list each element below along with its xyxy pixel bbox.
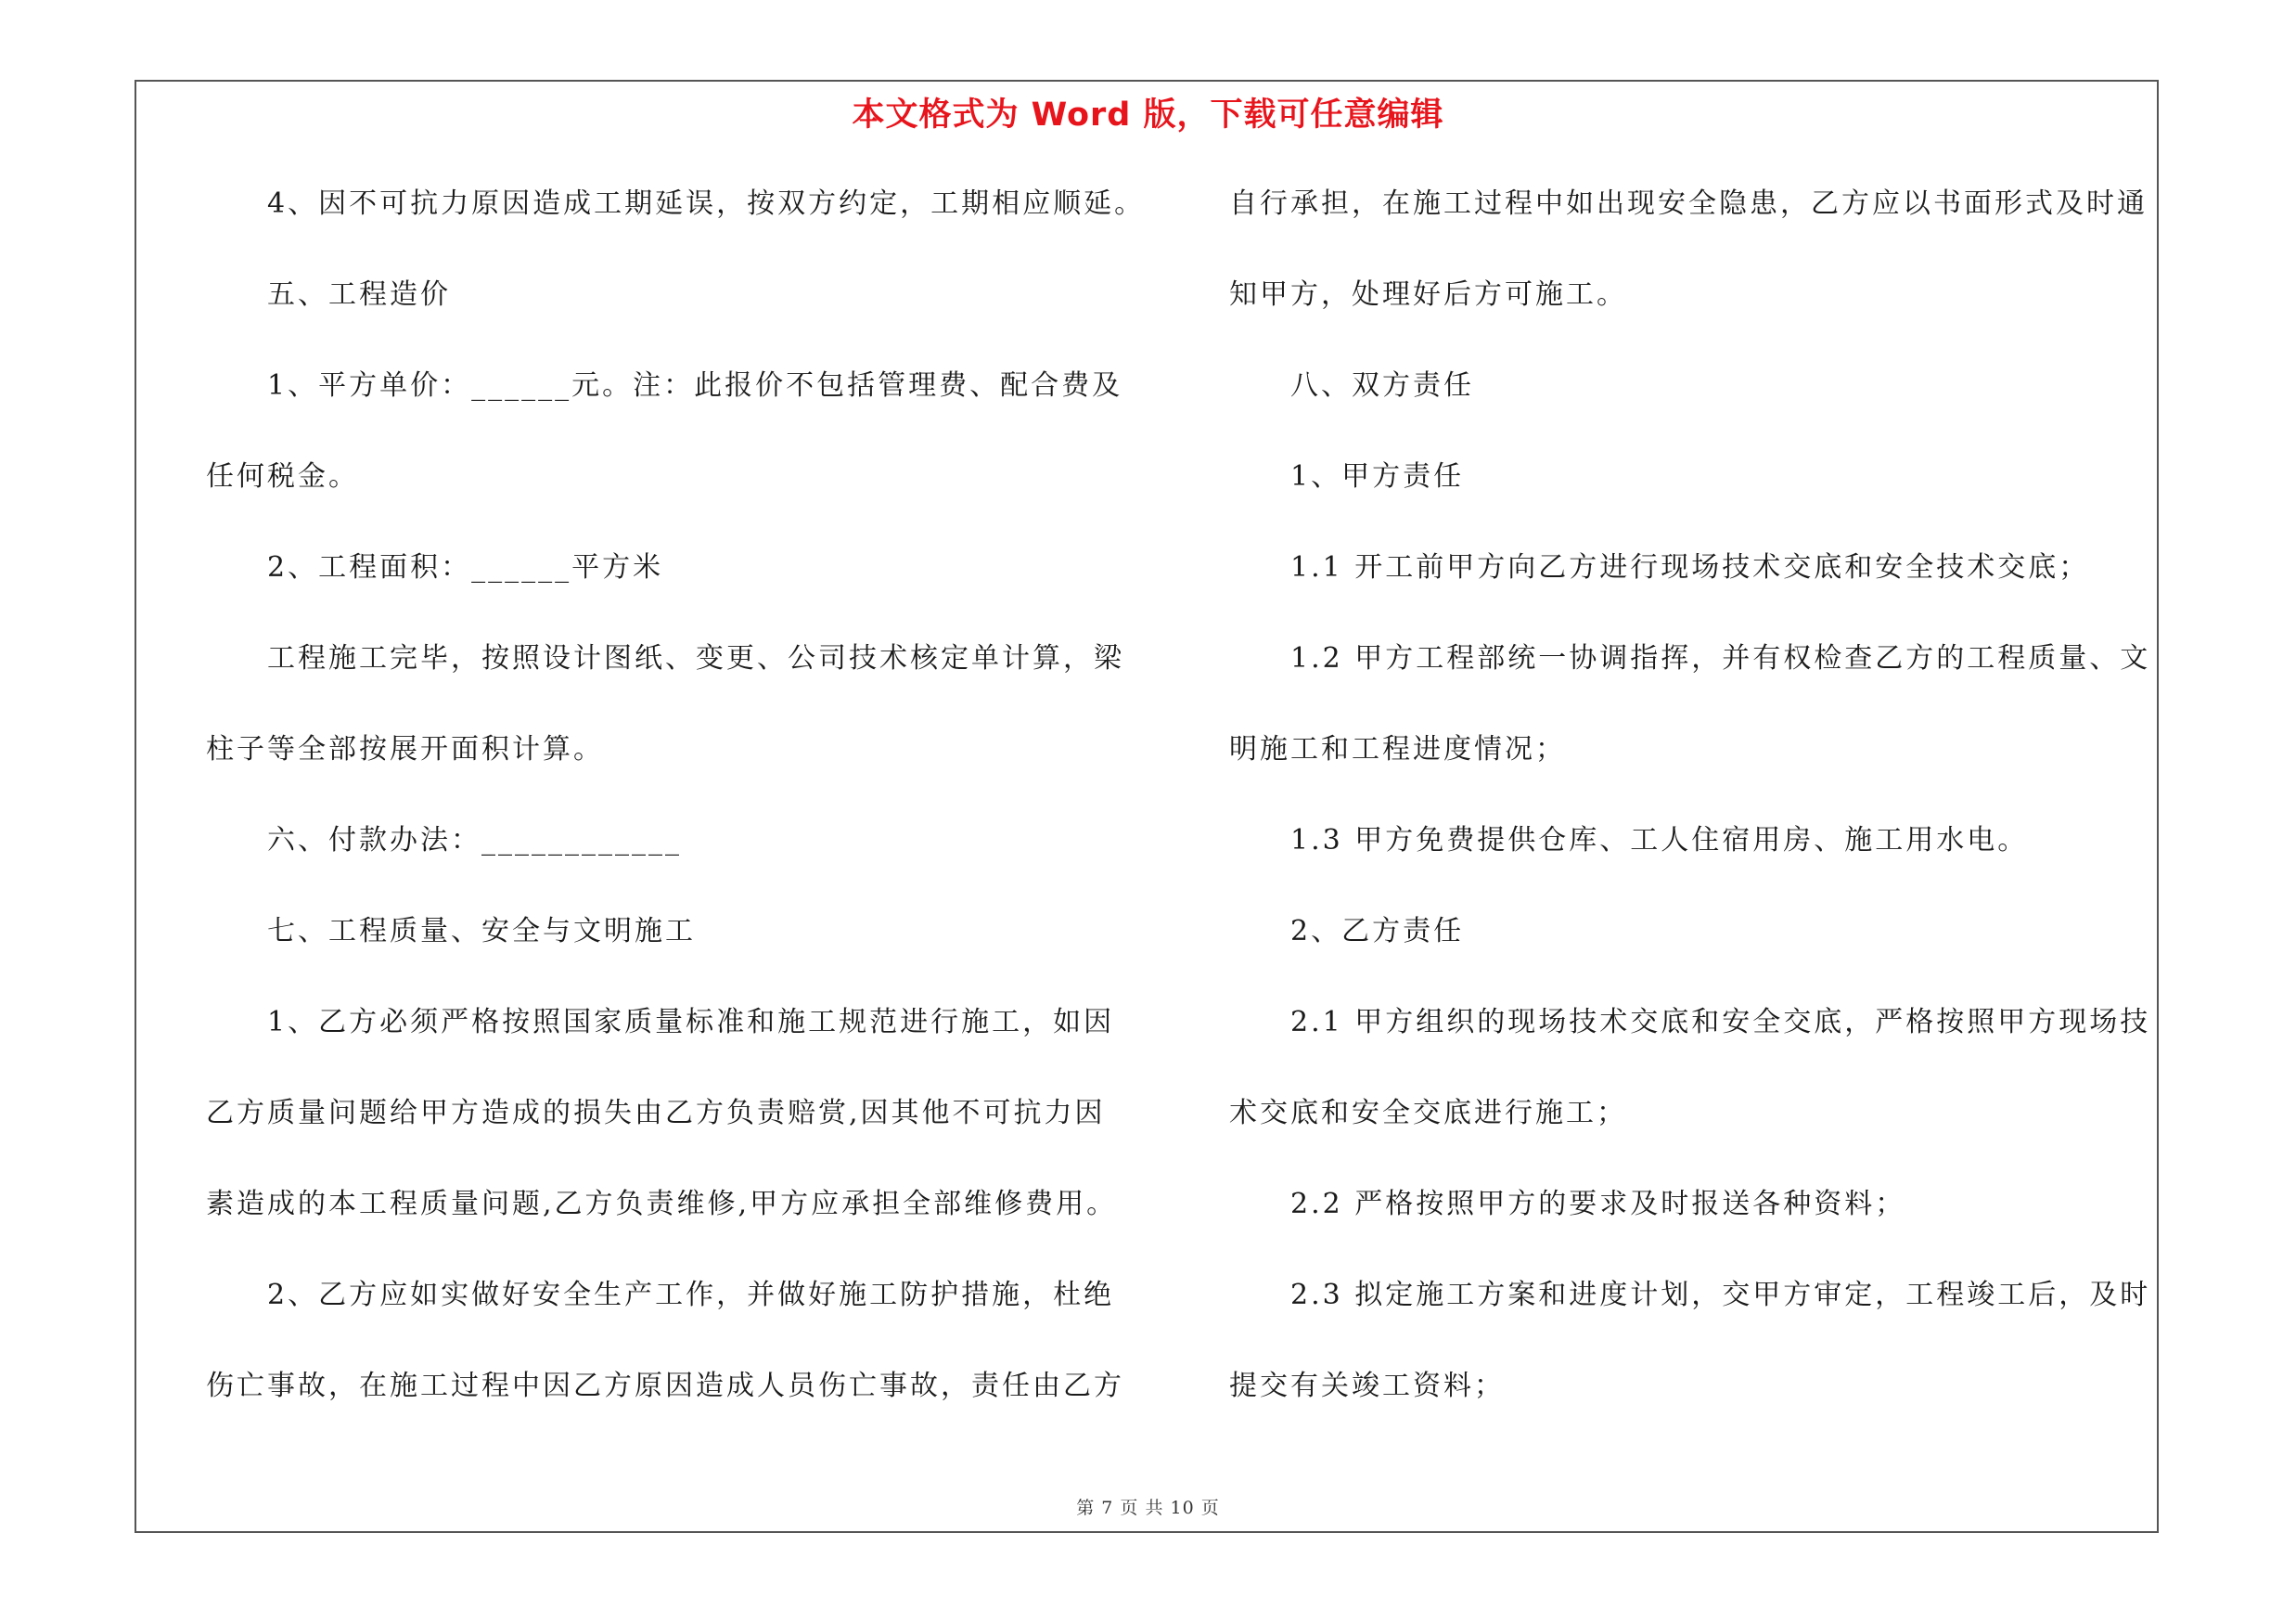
paragraph-line: 自行承担，在施工过程中如出现安全隐患，乙方应以书面形式及时通 bbox=[1229, 187, 2148, 220]
paragraph-line: 柱子等全部按展开面积计算。 bbox=[206, 733, 604, 766]
paragraph-line: 1.1 开工前甲方向乙方进行现场技术交底和安全技术交底； bbox=[1290, 551, 2090, 584]
word-format-banner: 本文格式为 Word 版，下载可任意编辑 bbox=[852, 97, 1444, 134]
paragraph-line: 2.3 拟定施工方案和进度计划，交甲方审定，工程竣工后，及时 bbox=[1290, 1279, 2151, 1311]
paragraph-line: 1.2 甲方工程部统一协调指挥，并有权检查乙方的工程质量、文 bbox=[1290, 642, 2151, 675]
paragraph-line: 乙方质量问题给甲方造成的损失由乙方负责赔赏,因其他不可抗力因 bbox=[206, 1097, 1106, 1129]
paragraph-line: 知甲方，处理好后方可施工。 bbox=[1229, 278, 1627, 311]
paragraph-line: 素造成的本工程质量问题,乙方负责维修,甲方应承担全部维修费用。 bbox=[206, 1188, 1118, 1220]
subsection-heading: 1、甲方责任 bbox=[1290, 460, 1465, 493]
paragraph-line: 2、乙方应如实做好安全生产工作，并做好施工防护措施，杜绝 bbox=[267, 1279, 1115, 1311]
section-heading: 七、工程质量、安全与文明施工 bbox=[267, 915, 696, 947]
paragraph-line: 2.1 甲方组织的现场技术交底和安全交底，严格按照甲方现场技 bbox=[1290, 1006, 2151, 1038]
paragraph-line: 1.3 甲方免费提供仓库、工人住宿用房、施工用水电。 bbox=[1290, 824, 2029, 857]
paragraph-line: 4、因不可抗力原因造成工期延误，按双方约定，工期相应顺延。 bbox=[267, 187, 1146, 220]
paragraph-line: 伤亡事故，在施工过程中因乙方原因造成人员伤亡事故，责任由乙方 bbox=[206, 1370, 1124, 1402]
section-heading: 六、付款办法：____________ bbox=[267, 824, 682, 857]
paragraph-line: 1、平方单价：______元。注：此报价不包括管理费、配合费及 bbox=[267, 369, 1123, 402]
paragraph-line: 任何税金。 bbox=[206, 460, 359, 493]
paragraph-line: 明施工和工程进度情况； bbox=[1229, 733, 1566, 766]
paragraph-line: 术交底和安全交底进行施工； bbox=[1229, 1097, 1627, 1129]
paragraph-line: 2、工程面积：______平方米 bbox=[267, 551, 664, 584]
subsection-heading: 2、乙方责任 bbox=[1290, 915, 1465, 947]
section-heading: 五、工程造价 bbox=[267, 278, 451, 311]
paragraph-line: 提交有关竣工资料； bbox=[1229, 1370, 1505, 1402]
section-heading: 八、双方责任 bbox=[1290, 369, 1474, 402]
page-number: 第 7 页 共 10 页 bbox=[1076, 1498, 1220, 1518]
paragraph-line: 1、乙方必须严格按照国家质量标准和施工规范进行施工，如因 bbox=[267, 1006, 1115, 1038]
paragraph-line: 工程施工完毕，按照设计图纸、变更、公司技术核定单计算，梁 bbox=[267, 642, 1124, 675]
paragraph-line: 2.2 严格按照甲方的要求及时报送各种资料； bbox=[1290, 1188, 1906, 1220]
